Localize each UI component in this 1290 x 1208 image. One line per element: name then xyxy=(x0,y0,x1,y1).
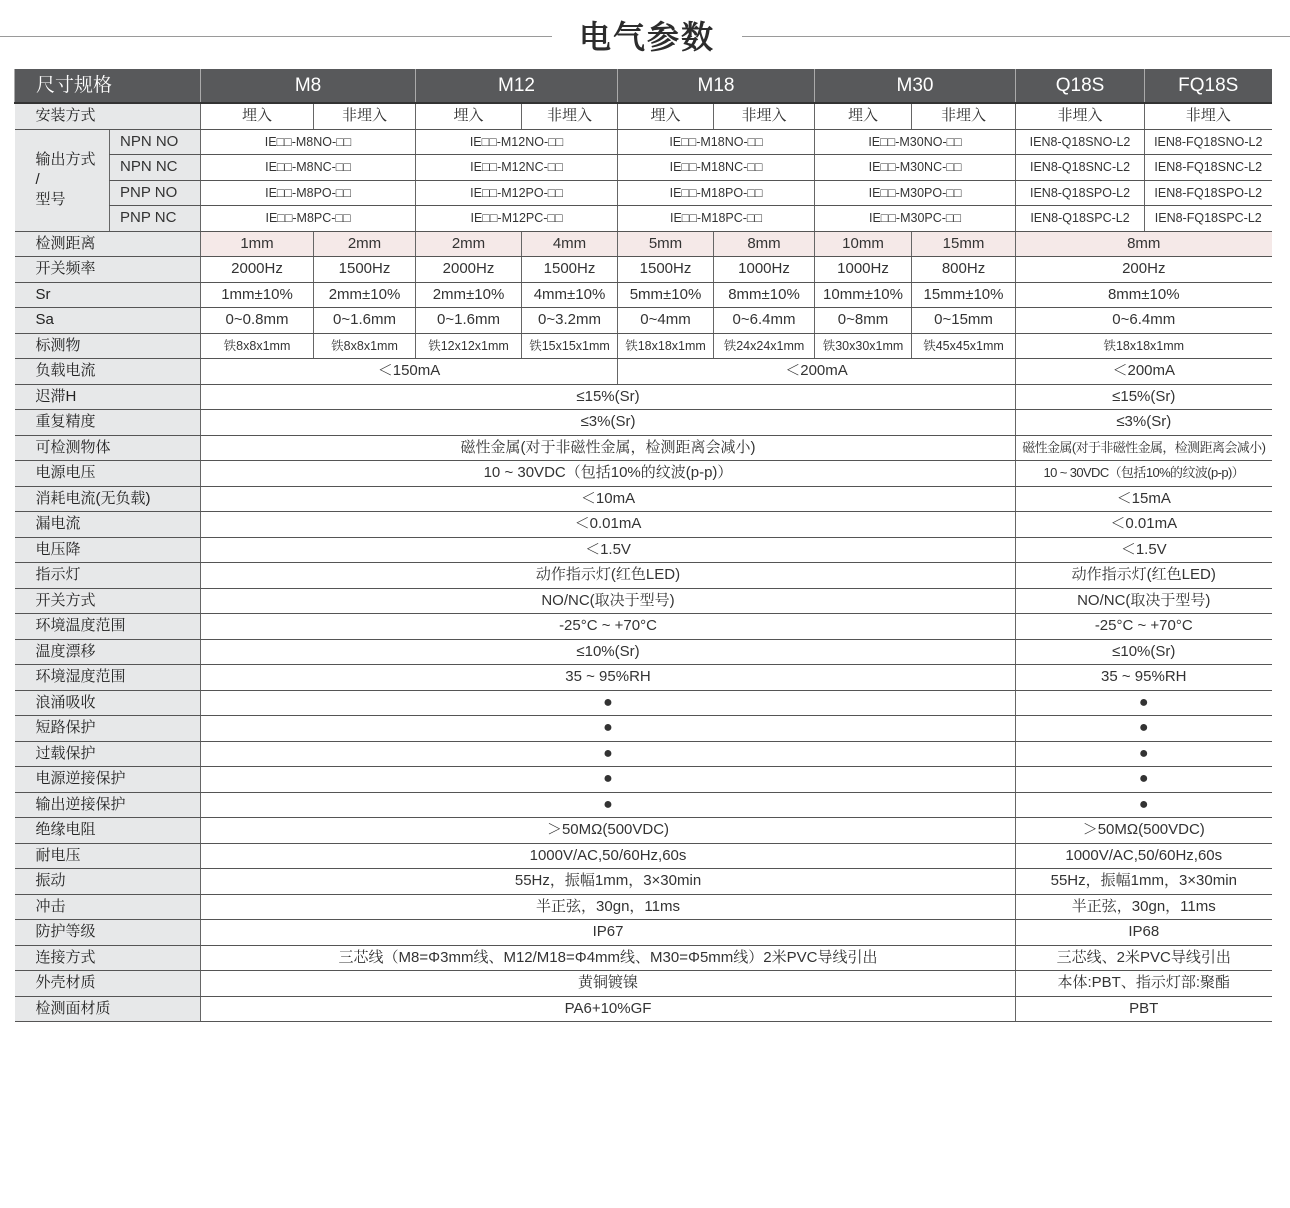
withstand-value-right: 1000V/AC,50/60Hz,60s xyxy=(1016,843,1272,869)
humid-value-right: 35 ~ 95%RH xyxy=(1016,665,1272,691)
target-value: 铁12x12x1mm xyxy=(416,333,522,359)
model-cell: IEN8-Q18SNC-L2 xyxy=(1016,155,1145,181)
distance-value: 2mm xyxy=(416,231,522,257)
consume-row xyxy=(15,486,1272,512)
output-row xyxy=(15,206,1272,232)
model-cell: IE□□-M12PO-□□ xyxy=(416,180,618,206)
reverse-row xyxy=(15,767,1272,793)
repeat-value: ≤3%(Sr) xyxy=(201,410,1016,436)
sa-row xyxy=(15,308,1272,334)
distance-value-right: 8mm xyxy=(1016,231,1272,257)
temp-value-right: -25°C ~ +70°C xyxy=(1016,614,1272,640)
drift-value-right: ≤10%(Sr) xyxy=(1016,639,1272,665)
insul-value: ＞50MΩ(500VDC) xyxy=(201,818,1016,844)
row-label: 漏电流 xyxy=(15,512,201,538)
distance-value: 15mm xyxy=(912,231,1016,257)
hyst-row xyxy=(15,384,1272,410)
connect-row xyxy=(15,945,1272,971)
sa-value-right: 0~6.4mm xyxy=(1016,308,1272,334)
overload-value: ● xyxy=(201,741,1016,767)
target-row xyxy=(15,333,1272,359)
consume-value-right: ＜15mA xyxy=(1016,486,1272,512)
install-value: 非埋入 xyxy=(1145,103,1272,129)
short-row xyxy=(15,716,1272,742)
repeat-row xyxy=(15,410,1272,436)
model-cell: IE□□-M30PO-□□ xyxy=(815,180,1016,206)
consume-value: ＜10mA xyxy=(201,486,1016,512)
vibration-value-right: 55Hz，振幅1mm，3×30min xyxy=(1016,869,1272,895)
title-divider-left xyxy=(0,36,552,37)
row-label: 绝缘电阻 xyxy=(15,818,201,844)
install-value: 埋入 xyxy=(201,103,314,129)
row-label: 指示灯 xyxy=(15,563,201,589)
sa-value: 0~8mm xyxy=(815,308,912,334)
led-value-right: 动作指示灯(红色LED) xyxy=(1016,563,1272,589)
page-title: 电气参数 xyxy=(578,19,715,55)
overload-row xyxy=(15,741,1272,767)
row-label: 电压降 xyxy=(15,537,201,563)
freq-value: 1500Hz xyxy=(522,257,618,283)
row-label: 负载电流 xyxy=(15,359,201,385)
load-value-m18-m30: ＜200mA xyxy=(618,359,1016,385)
temp-value: -25°C ~ +70°C xyxy=(201,614,1016,640)
model-cell: IE□□-M12NO-□□ xyxy=(416,129,618,155)
hyst-value: ≤15%(Sr) xyxy=(201,384,1016,410)
model-cell: IE□□-M12NC-□□ xyxy=(416,155,618,181)
switch-row xyxy=(15,588,1272,614)
row-label: 浪涌吸收 xyxy=(15,690,201,716)
sr-value: 10mm±10% xyxy=(815,282,912,308)
sr-value-right: 8mm±10% xyxy=(1016,282,1272,308)
row-label: 迟滞H xyxy=(15,384,201,410)
header-col-m12: M12 xyxy=(416,69,618,103)
model-cell: IEN8-FQ18SPC-L2 xyxy=(1145,206,1272,232)
drop-row xyxy=(15,537,1272,563)
outrev-value-right: ● xyxy=(1016,792,1272,818)
withstand-row xyxy=(15,843,1272,869)
model-cell: IEN8-Q18SNO-L2 xyxy=(1016,129,1145,155)
install-value: 非埋入 xyxy=(912,103,1016,129)
model-cell: IE□□-M18NO-□□ xyxy=(618,129,815,155)
row-label: 短路保护 xyxy=(15,716,201,742)
row-label: 消耗电流(无负载) xyxy=(15,486,201,512)
hyst-value-right: ≤15%(Sr) xyxy=(1016,384,1272,410)
housing-value-right: 本体:PBT、指示灯部:聚酯 xyxy=(1016,971,1272,997)
model-cell: IE□□-M18PO-□□ xyxy=(618,180,815,206)
row-label: 振动 xyxy=(15,869,201,895)
insul-value-right: ＞50MΩ(500VDC) xyxy=(1016,818,1272,844)
face-row xyxy=(15,996,1272,1022)
model-cell: IEN8-FQ18SNC-L2 xyxy=(1145,155,1272,181)
sr-value: 8mm±10% xyxy=(714,282,815,308)
humid-row xyxy=(15,665,1272,691)
housing-row xyxy=(15,971,1272,997)
spec-table xyxy=(14,69,1272,1022)
freq-value-right: 200Hz xyxy=(1016,257,1272,283)
model-cell: IE□□-M8NO-□□ xyxy=(201,129,416,155)
target-value: 铁45x45x1mm xyxy=(912,333,1016,359)
housing-value: 黄铜镀镍 xyxy=(201,971,1016,997)
model-cell: IEN8-FQ18SNO-L2 xyxy=(1145,129,1272,155)
freq-row xyxy=(15,257,1272,283)
surge-row xyxy=(15,690,1272,716)
distance-value: 1mm xyxy=(201,231,314,257)
freq-value: 2000Hz xyxy=(416,257,522,283)
outrev-value: ● xyxy=(201,792,1016,818)
output-type: PNP NC xyxy=(110,206,201,232)
short-value-right: ● xyxy=(1016,716,1272,742)
drop-value: ＜1.5V xyxy=(201,537,1016,563)
row-label: 检测面材质 xyxy=(15,996,201,1022)
vibration-value: 55Hz，振幅1mm，3×30min xyxy=(201,869,1016,895)
sa-value: 0~3.2mm xyxy=(522,308,618,334)
connect-value-right: 三芯线、2米PVC导线引出 xyxy=(1016,945,1272,971)
header-label: 尺寸规格 xyxy=(15,69,201,103)
distance-value: 2mm xyxy=(314,231,416,257)
output-type: PNP NO xyxy=(110,180,201,206)
distance-value: 5mm xyxy=(618,231,714,257)
outrev-row xyxy=(15,792,1272,818)
model-cell: IE□□-M8PO-□□ xyxy=(201,180,416,206)
model-cell: IE□□-M18PC-□□ xyxy=(618,206,815,232)
row-label: 输出逆接保护 xyxy=(15,792,201,818)
surge-value: ● xyxy=(201,690,1016,716)
row-label: 安装方式 xyxy=(15,103,201,129)
repeat-value-right: ≤3%(Sr) xyxy=(1016,410,1272,436)
target-value: 铁18x18x1mm xyxy=(618,333,714,359)
install-row xyxy=(15,103,1272,129)
vibration-row xyxy=(15,869,1272,895)
object-value-right: 磁性金属(对于非磁性金属，检测距离会减小) xyxy=(1016,435,1272,461)
sr-value: 2mm±10% xyxy=(416,282,522,308)
leak-value-right: ＜0.01mA xyxy=(1016,512,1272,538)
row-label: 可检测物体 xyxy=(15,435,201,461)
model-cell: IEN8-FQ18SPO-L2 xyxy=(1145,180,1272,206)
model-cell: IE□□-M30NC-□□ xyxy=(815,155,1016,181)
voltage-value-right: 10 ~ 30VDC（包括10%的纹波(p-p)） xyxy=(1016,461,1272,487)
sa-value: 0~1.6mm xyxy=(416,308,522,334)
model-cell: IE□□-M30NO-□□ xyxy=(815,129,1016,155)
row-label: 耐电压 xyxy=(15,843,201,869)
install-value: 非埋入 xyxy=(714,103,815,129)
row-label: 外壳材质 xyxy=(15,971,201,997)
title-divider-right xyxy=(742,36,1290,37)
target-value-right: 铁18x18x1mm xyxy=(1016,333,1272,359)
switch-value-right: NO/NC(取决于型号) xyxy=(1016,588,1272,614)
face-value: PA6+10%GF xyxy=(201,996,1016,1022)
ip-row xyxy=(15,920,1272,946)
install-value: 埋入 xyxy=(618,103,714,129)
insul-row xyxy=(15,818,1272,844)
row-label: 检测距离 xyxy=(15,231,201,257)
sr-value: 1mm±10% xyxy=(201,282,314,308)
ip-value: IP67 xyxy=(201,920,1016,946)
withstand-value: 1000V/AC,50/60Hz,60s xyxy=(201,843,1016,869)
install-value: 埋入 xyxy=(416,103,522,129)
freq-value: 2000Hz xyxy=(201,257,314,283)
overload-value-right: ● xyxy=(1016,741,1272,767)
title-bar xyxy=(0,0,1290,70)
target-value: 铁30x30x1mm xyxy=(815,333,912,359)
distance-row xyxy=(15,231,1272,257)
shock-value-right: 半正弦，30gn，11ms xyxy=(1016,894,1272,920)
row-label: 重复精度 xyxy=(15,410,201,436)
sr-value: 2mm±10% xyxy=(314,282,416,308)
row-label: 温度漂移 xyxy=(15,639,201,665)
row-label: 防护等级 xyxy=(15,920,201,946)
install-value: 埋入 xyxy=(815,103,912,129)
model-cell: IEN8-Q18SPO-L2 xyxy=(1016,180,1145,206)
output-row xyxy=(15,129,1272,155)
install-value: 非埋入 xyxy=(314,103,416,129)
distance-value: 8mm xyxy=(714,231,815,257)
face-value-right: PBT xyxy=(1016,996,1272,1022)
freq-value: 800Hz xyxy=(912,257,1016,283)
sa-value: 0~0.8mm xyxy=(201,308,314,334)
shock-row xyxy=(15,894,1272,920)
install-value: 非埋入 xyxy=(522,103,618,129)
object-value: 磁性金属(对于非磁性金属，检测距离会减小) xyxy=(201,435,1016,461)
row-label: 环境湿度范围 xyxy=(15,665,201,691)
shock-value: 半正弦，30gn，11ms xyxy=(201,894,1016,920)
led-value: 动作指示灯(红色LED) xyxy=(201,563,1016,589)
leak-value: ＜0.01mA xyxy=(201,512,1016,538)
row-label: 开关频率 xyxy=(15,257,201,283)
row-label: 电源电压 xyxy=(15,461,201,487)
sa-value: 0~1.6mm xyxy=(314,308,416,334)
model-cell: IEN8-Q18SPC-L2 xyxy=(1016,206,1145,232)
header-col-m30: M30 xyxy=(815,69,1016,103)
distance-value: 4mm xyxy=(522,231,618,257)
model-cell: IE□□-M8NC-□□ xyxy=(201,155,416,181)
output-type: NPN NC xyxy=(110,155,201,181)
header-col-m8: M8 xyxy=(201,69,416,103)
freq-value: 1000Hz xyxy=(714,257,815,283)
leak-row xyxy=(15,512,1272,538)
header-col-m18: M18 xyxy=(618,69,815,103)
load-value-m8-m12: ＜150mA xyxy=(201,359,618,385)
row-label: Sa xyxy=(15,308,201,334)
freq-value: 1500Hz xyxy=(314,257,416,283)
header-row xyxy=(15,69,1272,103)
target-value: 铁24x24x1mm xyxy=(714,333,815,359)
row-label: 过载保护 xyxy=(15,741,201,767)
model-cell: IE□□-M12PC-□□ xyxy=(416,206,618,232)
target-value: 铁8x8x1mm xyxy=(201,333,314,359)
reverse-value: ● xyxy=(201,767,1016,793)
row-label: 连接方式 xyxy=(15,945,201,971)
humid-value: 35 ~ 95%RH xyxy=(201,665,1016,691)
sr-row xyxy=(15,282,1272,308)
sa-value: 0~4mm xyxy=(618,308,714,334)
model-cell: IE□□-M8PC-□□ xyxy=(201,206,416,232)
row-label: Sr xyxy=(15,282,201,308)
object-row xyxy=(15,435,1272,461)
switch-value: NO/NC(取决于型号) xyxy=(201,588,1016,614)
load-row xyxy=(15,359,1272,385)
temp-row xyxy=(15,614,1272,640)
surge-value-right: ● xyxy=(1016,690,1272,716)
model-cell: IE□□-M30PC-□□ xyxy=(815,206,1016,232)
output-row xyxy=(15,180,1272,206)
target-value: 铁8x8x1mm xyxy=(314,333,416,359)
header-col-fq18s: FQ18S xyxy=(1145,69,1272,103)
ip-value-right: IP68 xyxy=(1016,920,1272,946)
short-value: ● xyxy=(201,716,1016,742)
model-cell: IE□□-M18NC-□□ xyxy=(618,155,815,181)
distance-value: 10mm xyxy=(815,231,912,257)
sa-value: 0~6.4mm xyxy=(714,308,815,334)
sr-value: 5mm±10% xyxy=(618,282,714,308)
row-label: 冲击 xyxy=(15,894,201,920)
freq-value: 1000Hz xyxy=(815,257,912,283)
row-label: 开关方式 xyxy=(15,588,201,614)
drop-value-right: ＜1.5V xyxy=(1016,537,1272,563)
drift-value: ≤10%(Sr) xyxy=(201,639,1016,665)
connect-value: 三芯线（M8=Φ3mm线、M12/M18=Φ4mm线、M30=Φ5mm线）2米PVC导线引出 xyxy=(201,945,1016,971)
load-value-right: ＜200mA xyxy=(1016,359,1272,385)
sr-value: 15mm±10% xyxy=(912,282,1016,308)
led-row xyxy=(15,563,1272,589)
voltage-row xyxy=(15,461,1272,487)
header-col-q18s: Q18S xyxy=(1016,69,1145,103)
target-value: 铁15x15x1mm xyxy=(522,333,618,359)
row-label: 标测物 xyxy=(15,333,201,359)
sr-value: 4mm±10% xyxy=(522,282,618,308)
sa-value: 0~15mm xyxy=(912,308,1016,334)
drift-row xyxy=(15,639,1272,665)
row-label: 电源逆接保护 xyxy=(15,767,201,793)
voltage-value: 10 ~ 30VDC（包括10%的纹波(p-p)） xyxy=(201,461,1016,487)
freq-value: 1500Hz xyxy=(618,257,714,283)
reverse-value-right: ● xyxy=(1016,767,1272,793)
row-label: 环境温度范围 xyxy=(15,614,201,640)
output-label: 输出方式 / 型号 xyxy=(15,129,110,231)
install-value: 非埋入 xyxy=(1016,103,1145,129)
output-row xyxy=(15,155,1272,181)
output-type: NPN NO xyxy=(110,129,201,155)
